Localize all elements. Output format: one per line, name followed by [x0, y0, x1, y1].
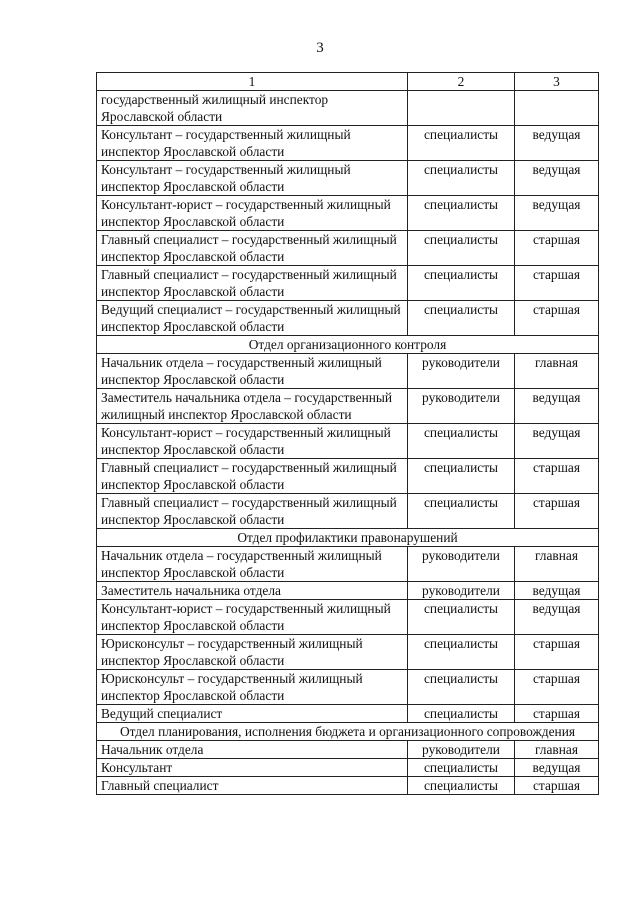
position-name: государственный жилищный инспектор Ярославской области [97, 91, 408, 126]
position-group: специалисты [408, 705, 515, 723]
position-category: ведущая [515, 389, 599, 424]
table-row [97, 600, 599, 635]
position-group: специалисты [408, 635, 515, 670]
position-category: ведущая [515, 126, 599, 161]
position-name: Главный специалист – государственный жилищный инспектор Ярославской области [97, 459, 408, 494]
position-group: специалисты [408, 301, 515, 336]
position-category [515, 91, 599, 126]
position-name: Заместитель начальника отдела [97, 582, 408, 600]
position-group: специалисты [408, 600, 515, 635]
position-group [408, 91, 515, 126]
position-category: главная [515, 741, 599, 759]
position-group: специалисты [408, 161, 515, 196]
position-category: старшая [515, 635, 599, 670]
table-row [97, 582, 599, 600]
column-header-2: 2 [408, 73, 515, 91]
position-name: Консультант – государственный жилищный инспектор Ярославской области [97, 126, 408, 161]
position-name: Консультант-юрист – государственный жилищный инспектор Ярославской области [97, 196, 408, 231]
position-group: специалисты [408, 494, 515, 529]
position-group: специалисты [408, 459, 515, 494]
table-body [97, 91, 599, 795]
position-name: Ведущий специалист – государственный жилищный инспектор Ярославской области [97, 301, 408, 336]
position-name: Начальник отдела – государственный жилищный инспектор Ярославской области [97, 354, 408, 389]
positions-table [96, 72, 599, 795]
position-group: специалисты [408, 266, 515, 301]
position-category: ведущая [515, 582, 599, 600]
table-header-row [97, 73, 599, 91]
position-group: руководители [408, 582, 515, 600]
position-category: старшая [515, 231, 599, 266]
position-category: ведущая [515, 600, 599, 635]
position-name: Юрисконсульт – государственный жилищный инспектор Ярославской области [97, 635, 408, 670]
position-category: ведущая [515, 196, 599, 231]
table-row [97, 231, 599, 266]
position-group: специалисты [408, 231, 515, 266]
section-title: Отдел организационного контроля [97, 336, 599, 354]
section-title: Отдел планирования, исполнения бюджета и организационного сопровождения [97, 723, 599, 741]
table-row [97, 354, 599, 389]
position-name: Консультант-юрист – государственный жилищный инспектор Ярославской области [97, 600, 408, 635]
table-row [97, 161, 599, 196]
table-row [97, 494, 599, 529]
table-row [97, 670, 599, 705]
position-group: руководители [408, 547, 515, 582]
position-name: Главный специалист [97, 777, 408, 795]
table-row [97, 424, 599, 459]
section-row [97, 529, 599, 547]
position-category: главная [515, 354, 599, 389]
position-group: руководители [408, 354, 515, 389]
position-category: ведущая [515, 759, 599, 777]
position-category: старшая [515, 301, 599, 336]
section-title: Отдел профилактики правонарушений [97, 529, 599, 547]
position-name: Консультант – государственный жилищный инспектор Ярославской области [97, 161, 408, 196]
position-group: специалисты [408, 424, 515, 459]
position-name: Ведущий специалист [97, 705, 408, 723]
column-header-3: 3 [515, 73, 599, 91]
table-row [97, 741, 599, 759]
table-row [97, 389, 599, 424]
table-row [97, 266, 599, 301]
position-name: Главный специалист – государственный жилищный инспектор Ярославской области [97, 266, 408, 301]
page-number: 3 [316, 40, 324, 56]
position-category: главная [515, 547, 599, 582]
table-row [97, 547, 599, 582]
position-name: Консультант [97, 759, 408, 777]
position-category: старшая [515, 705, 599, 723]
position-name: Главный специалист – государственный жилищный инспектор Ярославской области [97, 231, 408, 266]
position-name: Консультант-юрист – государственный жилищный инспектор Ярославской области [97, 424, 408, 459]
table-row [97, 91, 599, 126]
table-row [97, 126, 599, 161]
position-name: Заместитель начальника отдела – государственный жилищный инспектор Ярославской области [97, 389, 408, 424]
position-category: старшая [515, 459, 599, 494]
table-row [97, 301, 599, 336]
position-name: Начальник отдела – государственный жилищный инспектор Ярославской области [97, 547, 408, 582]
table-row [97, 635, 599, 670]
position-group: руководители [408, 389, 515, 424]
table-row [97, 196, 599, 231]
position-category: ведущая [515, 424, 599, 459]
section-row [97, 723, 599, 741]
position-name: Юрисконсульт – государственный жилищный инспектор Ярославской области [97, 670, 408, 705]
table-row [97, 459, 599, 494]
table-row [97, 759, 599, 777]
position-category: старшая [515, 670, 599, 705]
table-row [97, 705, 599, 723]
position-group: специалисты [408, 759, 515, 777]
position-name: Главный специалист – государственный жилищный инспектор Ярославской области [97, 494, 408, 529]
position-group: специалисты [408, 777, 515, 795]
position-group: специалисты [408, 670, 515, 705]
section-row [97, 336, 599, 354]
position-name: Начальник отдела [97, 741, 408, 759]
position-group: руководители [408, 741, 515, 759]
position-group: специалисты [408, 126, 515, 161]
column-header-1: 1 [97, 73, 408, 91]
table-row [97, 777, 599, 795]
position-category: старшая [515, 777, 599, 795]
position-category: старшая [515, 266, 599, 301]
position-group: специалисты [408, 196, 515, 231]
position-category: ведущая [515, 161, 599, 196]
position-category: старшая [515, 494, 599, 529]
